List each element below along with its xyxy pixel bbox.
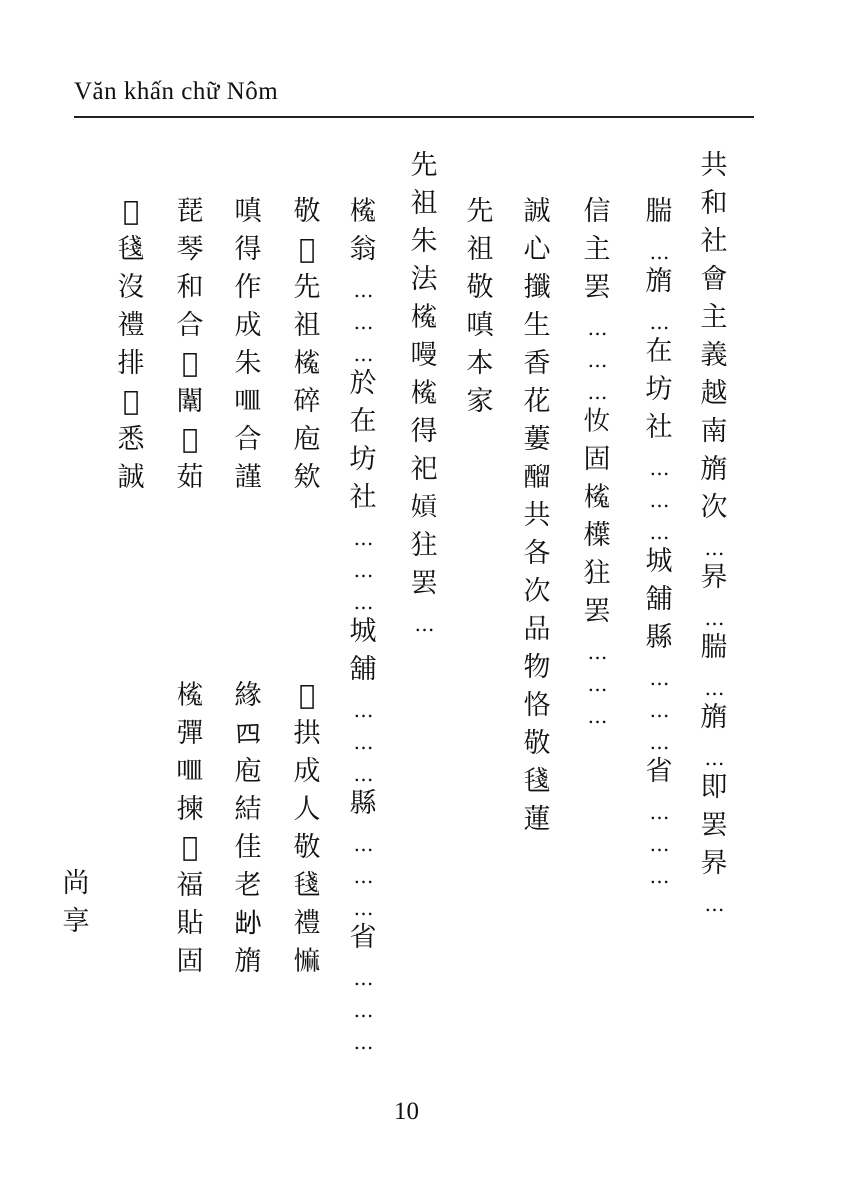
text-column: 先 祖 敬 嗔 本 家	[466, 196, 494, 417]
page-number: 10	[394, 1098, 419, 1125]
text-column: 先 祖 朱 法 𣘽 𠼦 𣘽 得 祀 𡟫 㹥 罢 …	[410, 150, 438, 636]
text-column: 腨 … 旓 … 在 坊 社 … … … 城 舖 縣 … … … 省 … … …	[645, 196, 673, 888]
text-column: 尚 享	[62, 868, 90, 937]
text-column: 誠 心 攕 生 香 花 蔞 𨢇 共 各 次 品 物 恪 敬 𣮏 蓮	[523, 196, 551, 835]
text-column: 緣 𪛘 庖 結 佳 老 𡭧 旓	[234, 680, 262, 977]
text-column: 𢿰 𣮏 沒 禮 排 𤒛 悉 誠	[117, 196, 145, 493]
text-column: 嗔 得 作 成 朱 𠰘 合 謹	[234, 196, 262, 493]
text-column: 𨱽 拱 成 人 敬 𣮏 禮 𢠩	[293, 680, 321, 977]
text-column: 共 和 社 會 主 義 越 南 旓 次 … 昦 … 腨 … 旓 … 即 罢 昦 …	[700, 150, 728, 916]
header-rule	[74, 116, 754, 118]
text-column: 𣘽 翁 … … … 於 在 坊 社 … … … 城 舖 … … … 縣 … … … 省 … … …	[349, 196, 377, 1054]
text-column: 敬 𠸦 先 祖 𣘽 碎 庖 欸	[293, 196, 321, 493]
text-column: 琵 琴 和 合 𨱽 闈 𨱽 茹	[176, 196, 204, 493]
running-head-title: Văn khấn chữ Nôm	[74, 78, 279, 105]
text-column: 𣘽 彈 𠰘 揀 𩯀 福 貼 固	[176, 680, 204, 977]
text-column: 信 主 罢 … … … 𢖵 固 𣘽 𣜿 㹥 罢 … … …	[583, 196, 611, 728]
